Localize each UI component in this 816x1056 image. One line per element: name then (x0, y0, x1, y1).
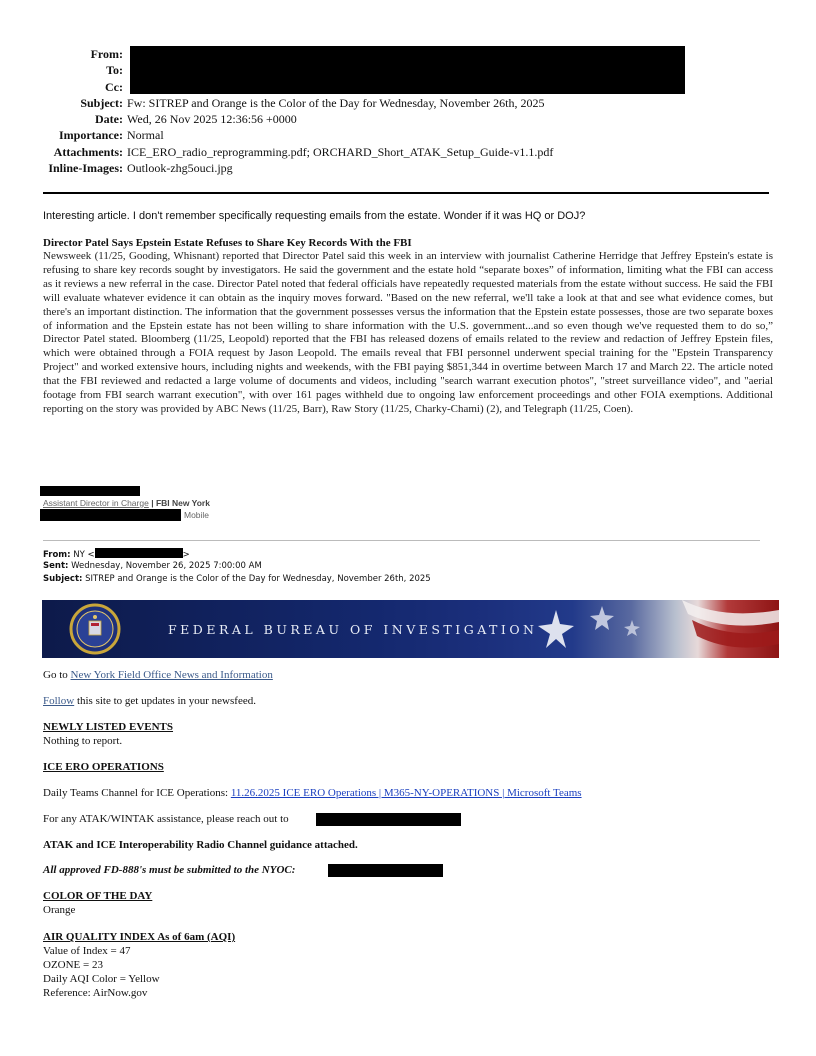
date-value: Wed, 26 Nov 2025 12:36:56 +0000 (127, 112, 297, 127)
article-title: Director Patel Says Epstein Estate Refuses to Share Key Records With the FBI (43, 237, 412, 249)
follow-suffix: this site to get updates in your newsfeed. (74, 695, 256, 707)
ice-teams-line (43, 787, 582, 799)
attachments-value[interactable]: ICE_ERO_radio_reprogramming.pdf; ORCHARD_Short_ATAK_Setup_Guide-v1.1.pdf (127, 144, 554, 159)
newly-listed-heading: NEWLY LISTED EVENTS (43, 721, 174, 733)
forwarded-sent-value: Wednesday, November 26, 2025 7:00:00 AM (71, 561, 262, 571)
signature-title: Assistant Director in Charge (43, 498, 149, 508)
forwarded-from-value: NY < (73, 550, 95, 560)
inline-images-label: Inline-Images: (48, 161, 123, 176)
follow-line (43, 695, 256, 707)
signature-name-redaction (40, 486, 140, 496)
color-value: Orange (43, 904, 76, 916)
forwarded-sent-label: Sent: (43, 561, 69, 571)
atak-guidance: ATAK and ICE Interoperability Radio Channel guidance attached. (43, 839, 358, 851)
fd888-text: All approved FD-888's must be submitted to the NYOC: (43, 864, 296, 876)
ice-teams-link[interactable]: 11.26.2025 ICE ERO Operations | M365-NY-OPERATIONS | Microsoft Teams (230, 787, 582, 799)
signature-office: FBI New York (155, 498, 210, 508)
forwarded-subject (43, 574, 431, 584)
importance-value: Normal (127, 128, 164, 143)
field-office-link[interactable]: New York Field Office News and Information (70, 669, 273, 681)
forwarded-from-redaction (95, 548, 183, 558)
subject-label: Subject: (80, 95, 123, 110)
signature-mobile: Mobile (184, 510, 210, 520)
inline-images-value[interactable]: Outlook-zhg5ouci.jpg (127, 161, 233, 176)
signature-title-line (43, 498, 210, 508)
fbi-banner (42, 600, 779, 658)
article-body: Newsweek (11/25, Gooding, Whisnant) reported that Director Patel said this week in an interview with journalist Catherine Herridge that Jeffrey Epstein's estate is refusing to share key records sought by investigators. He said the government and the estate hold “separate boxes” of information, limiting what the FBI can access as it reviews a new referral in the case. Director Patel noted that federal officials have repeatedly requested materials from the estate without success. He said the FBI will evaluate whatever evidence it can obtain as the inquiry moves forward. "Based on the new referral, we'll take a look at that and see what evidence comes, but there's an important distinction. The information that the government possesses versus the information that the Epstein estate possesses, those are two separate boxes of information and the Epstein estate has not been willing to share information with the U.S. government...and so even though we've requested them to do so,” Director Patel stated. Bloomberg (11/25, Leopold) reported that the FBI has released dozens of emails related to the review and redaction of Jeffrey Epstein files, which were obtained through a FOIA request by Jason Leopold. The emails reveal that FBI personnel underwent special training for the "Epstein Transparency Project" and worked extensive hours, including nights and weekends, with the FBI paying $851,344 in overtime between March 17 and March 22. The article noted that the FBI reviewed and redacted a large volume of documents and videos, including "search warrant execution photos", "street surveillance video", and "aerial footage from FBI search warrant execution", with over 161 pages withheld due to ongoing law enforcement proceedings and other FOIA exemptions. Additional reporting on the story was provided by ABC News (11/25, Barr), Raw Story (11/25, Charky-Chami) (2), and Telegraph (11/25, Coen). (43, 250, 773, 415)
ice-teams-prefix: Daily Teams Channel for ICE Operations: (43, 787, 231, 799)
banner-title: FEDERAL BUREAU OF INVESTIGATION (168, 622, 538, 637)
aqi-heading: AIR QUALITY INDEX As of 6am (AQI) (43, 931, 236, 943)
signature-separator: | (148, 498, 156, 508)
importance-label: Importance: (59, 128, 123, 143)
aqi-color: Daily AQI Color = Yellow (43, 973, 160, 985)
subject-value: Fw: SITREP and Orange is the Color of the Day for Wednesday, November 26th, 2025 (127, 95, 545, 110)
forwarded-from-label: From: (43, 550, 71, 560)
atak-assist-text: For any ATAK/WINTAK assistance, please reach out to (43, 813, 289, 825)
forwarded-from (43, 548, 190, 560)
star-icons (538, 606, 640, 648)
flag-stripes (682, 600, 779, 648)
from-label: From: (90, 47, 123, 61)
forward-divider (43, 540, 760, 541)
atak-contact-redaction (316, 813, 461, 826)
signature-phone-redaction (40, 509, 181, 521)
forwarded-subject-value: SITREP and Orange is the Color of the Day for Wednesday, November 26th, 2025 (85, 574, 431, 584)
recipients-redaction (130, 46, 685, 94)
forwarded-from-close: > (182, 550, 190, 560)
to-label: To: (106, 63, 123, 78)
color-heading: COLOR OF THE DAY (43, 890, 153, 902)
intro-text: Interesting article. I don't remember specifically requesting emails from the estate. Wonder if it was HQ or DOJ? (43, 210, 586, 222)
header-divider (43, 192, 769, 194)
forwarded-sent (43, 561, 262, 571)
date-label: Date: (95, 112, 123, 127)
nyoc-redaction (328, 864, 443, 877)
aqi-ozone: OZONE = 23 (43, 959, 103, 971)
ice-heading: ICE ERO OPERATIONS (43, 761, 164, 773)
follow-link[interactable]: Follow (43, 695, 75, 707)
cc-label: Cc: (105, 79, 123, 94)
fbi-seal-icon (71, 605, 119, 653)
forwarded-subject-label: Subject: (43, 574, 83, 584)
aqi-value: Value of Index = 47 (43, 945, 131, 957)
goto-line (43, 669, 273, 681)
goto-prefix: Go to (43, 669, 71, 681)
aqi-reference: Reference: AirNow.gov (43, 987, 148, 999)
newly-listed-text: Nothing to report. (43, 735, 123, 747)
attachments-label: Attachments: (53, 144, 123, 159)
